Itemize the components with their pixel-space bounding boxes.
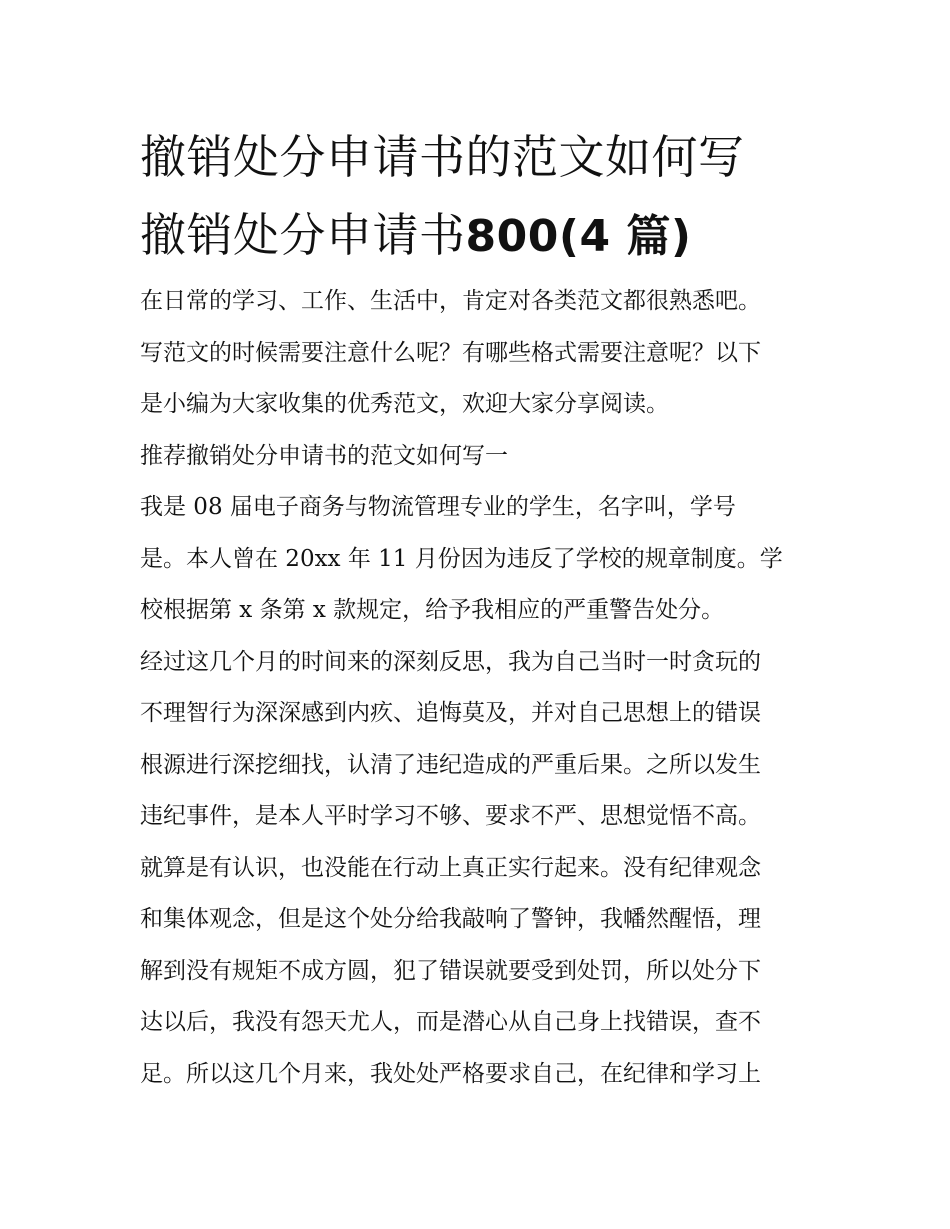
document-title	[140, 118, 820, 274]
text-line: 是小编为大家收集的优秀范文，欢迎大家分享阅读。	[140, 391, 669, 417]
title-line-2-latin: 800(4 篇)	[465, 211, 692, 262]
paragraph-intro	[140, 276, 820, 431]
paragraph-self-intro	[140, 482, 820, 637]
text-line: 我是 08 届电子商务与物流管理专业的学生，名字叫，学号	[140, 494, 736, 520]
title-line-2	[140, 196, 820, 274]
document-body	[140, 276, 820, 1100]
text-line: 在日常的学习、工作、生活中，肯定对各类范文都很熟悉吧。	[140, 288, 761, 314]
text-line: 根源进行深挖细找，认清了违纪造成的严重后果。之所以发生	[140, 751, 761, 778]
title-line-1: 撤销处分申请书的范文如何写	[140, 130, 745, 184]
text-line: 足。所以这几个月来，我处处严格要求自己，在纪律和学习上	[140, 1060, 761, 1087]
text-line: 校根据第 x 条第 x 款规定，给予我相应的严重警告处分。	[140, 597, 725, 623]
title-line-2-text: 撤销处分申请书	[140, 208, 466, 262]
section-heading-text: 推荐撤销处分申请书的范文如何写一	[140, 442, 508, 469]
text-line: 违纪事件，是本人平时学习不够、要求不严、思想觉悟不高。	[140, 803, 761, 829]
text-line: 解到没有规矩不成方圆，犯了错误就要受到处罚，所以处分下	[140, 957, 761, 984]
text-line: 达以后，我没有怨天尤人，而是潜心从自己身上找错误，查不	[140, 1009, 761, 1035]
text-line: 写范文的时候需要注意什么呢？有哪些格式需要注意呢？以下	[140, 339, 761, 366]
section-heading	[140, 431, 820, 483]
text-line: 经过这几个月的时间来的深刻反思，我为自己当时一时贪玩的	[140, 648, 761, 675]
text-line: 和集体观念，但是这个处分给我敲响了警钟，我幡然醒悟，理	[140, 906, 761, 932]
text-line: 不理智行为深深感到内疚、追悔莫及，并对自己思想上的错误	[140, 700, 761, 726]
text-line: 就算是有认识，也没能在行动上真正实行起来。没有纪律观念	[140, 854, 761, 881]
text-line: 是。本人曾在 20xx 年 11 月份因为违反了学校的规章制度。学	[140, 545, 783, 572]
paragraph-reflection	[140, 637, 820, 1101]
